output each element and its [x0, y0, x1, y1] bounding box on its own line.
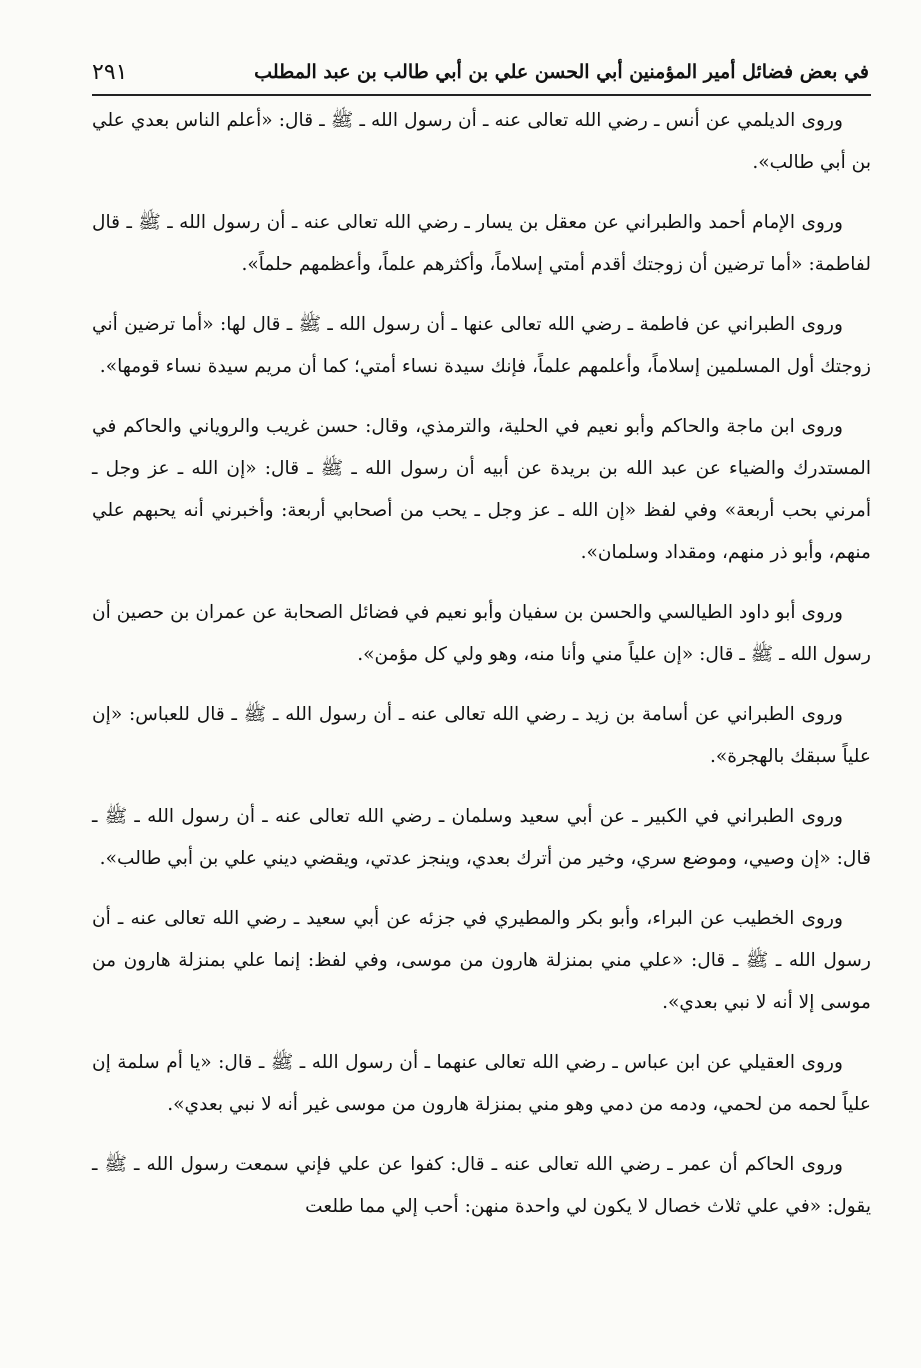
paragraph: وروى الخطيب عن البراء، وأبو بكر والمطيري في جزئه عن أبي سعيد ـ رضي الله تعالى عنه ـ أن رسول الله ـ ﷺ ـ قال: «علي مني بمنزلة هارون من موسى، وفي لفظ: إنما علي بمنزلة هارون من موسى إلا أنه لا نبي بعدي».: [92, 908, 871, 1013]
header-rule: [92, 94, 871, 96]
paragraph: وروى الحاكم أن عمر ـ رضي الله تعالى عنه ـ قال: كفوا عن علي فإني سمعت رسول الله ـ ﷺ ـ يقول: «في علي ثلاث خصال لا يكون لي واحدة منهن: أحب إلي مما طلعت: [92, 1154, 871, 1217]
paragraph: وروى الطبراني في الكبير ـ عن أبي سعيد وسلمان ـ رضي الله تعالى عنه ـ أن رسول الله ـ ﷺ ـ قال: «إن وصيي، وموضع سري، وخير من أترك بعدي، وينجز عدتي، ويقضي ديني علي بن أبي طالب».: [92, 806, 871, 869]
paragraph: وروى الطبراني عن فاطمة ـ رضي الله تعالى عنها ـ أن رسول الله ـ ﷺ ـ قال لها: «أما ترضين أني زوجتك أول المسلمين إسلاماً، وأعلمهم علماً، فإنك سيدة نساء أمتي؛ كما أن مريم سيدة نساء قومها».: [92, 314, 871, 377]
paragraph: وروى العقيلي عن ابن عباس ـ رضي الله تعالى عنهما ـ أن رسول الله ـ ﷺ ـ قال: «يا أم سلمة إن علياً لحمه من لحمي، ودمه من دمي وهو مني بمنزلة هارون من موسى غير أنه لا نبي بعدي».: [92, 1052, 871, 1115]
paragraph: وروى الإمام أحمد والطبراني عن معقل بن يسار ـ رضي الله تعالى عنه ـ أن رسول الله ـ ﷺ ـ قال لفاطمة: «أما ترضين أن زوجتك أقدم أمتي إسلاماً، وأكثرهم علماً، وأعظمهم حلماً».: [92, 212, 871, 275]
running-head: في بعض فضائل أمير المؤمنين أبي الحسن علي بن أبي طالب بن عبد المطلب: [254, 61, 869, 83]
paragraph: وروى أبو داود الطيالسي والحسن بن سفيان وأبو نعيم في فضائل الصحابة عن عمران بن حصين أن رسول الله ـ ﷺ ـ قال: «إن علياً مني وأنا منه، وهو ولي كل مؤمن».: [92, 602, 871, 665]
paragraph: وروى الديلمي عن أنس ـ رضي الله تعالى عنه ـ أن رسول الله ـ ﷺ ـ قال: «أعلم الناس بعدي علي بن أبي طالب».: [92, 110, 871, 173]
page-header: [92, 52, 869, 92]
paragraph: وروى ابن ماجة والحاكم وأبو نعيم في الحلية، والترمذي، وقال: حسن غريب والروياني والحاكم في المستدرك والضياء عن عبد الله بن بريدة عن أبيه أن رسول الله ـ ﷺ ـ قال: «إن الله ـ عز وجل ـ أمرني بحب أربعة» وفي لفظ «إن الله ـ عز وجل ـ يحب من أصحابي أربعة: وأخبرني أنه يحبهم علي منهم، وأبو ذر منهم، ومقداد وسلمان».: [92, 416, 871, 563]
page-number: ٢٩١: [92, 59, 128, 85]
page-body: [92, 100, 871, 1328]
paragraph: وروى الطبراني عن أسامة بن زيد ـ رضي الله تعالى عنه ـ أن رسول الله ـ ﷺ ـ قال للعباس: «إن علياً سبقك بالهجرة».: [92, 704, 871, 767]
